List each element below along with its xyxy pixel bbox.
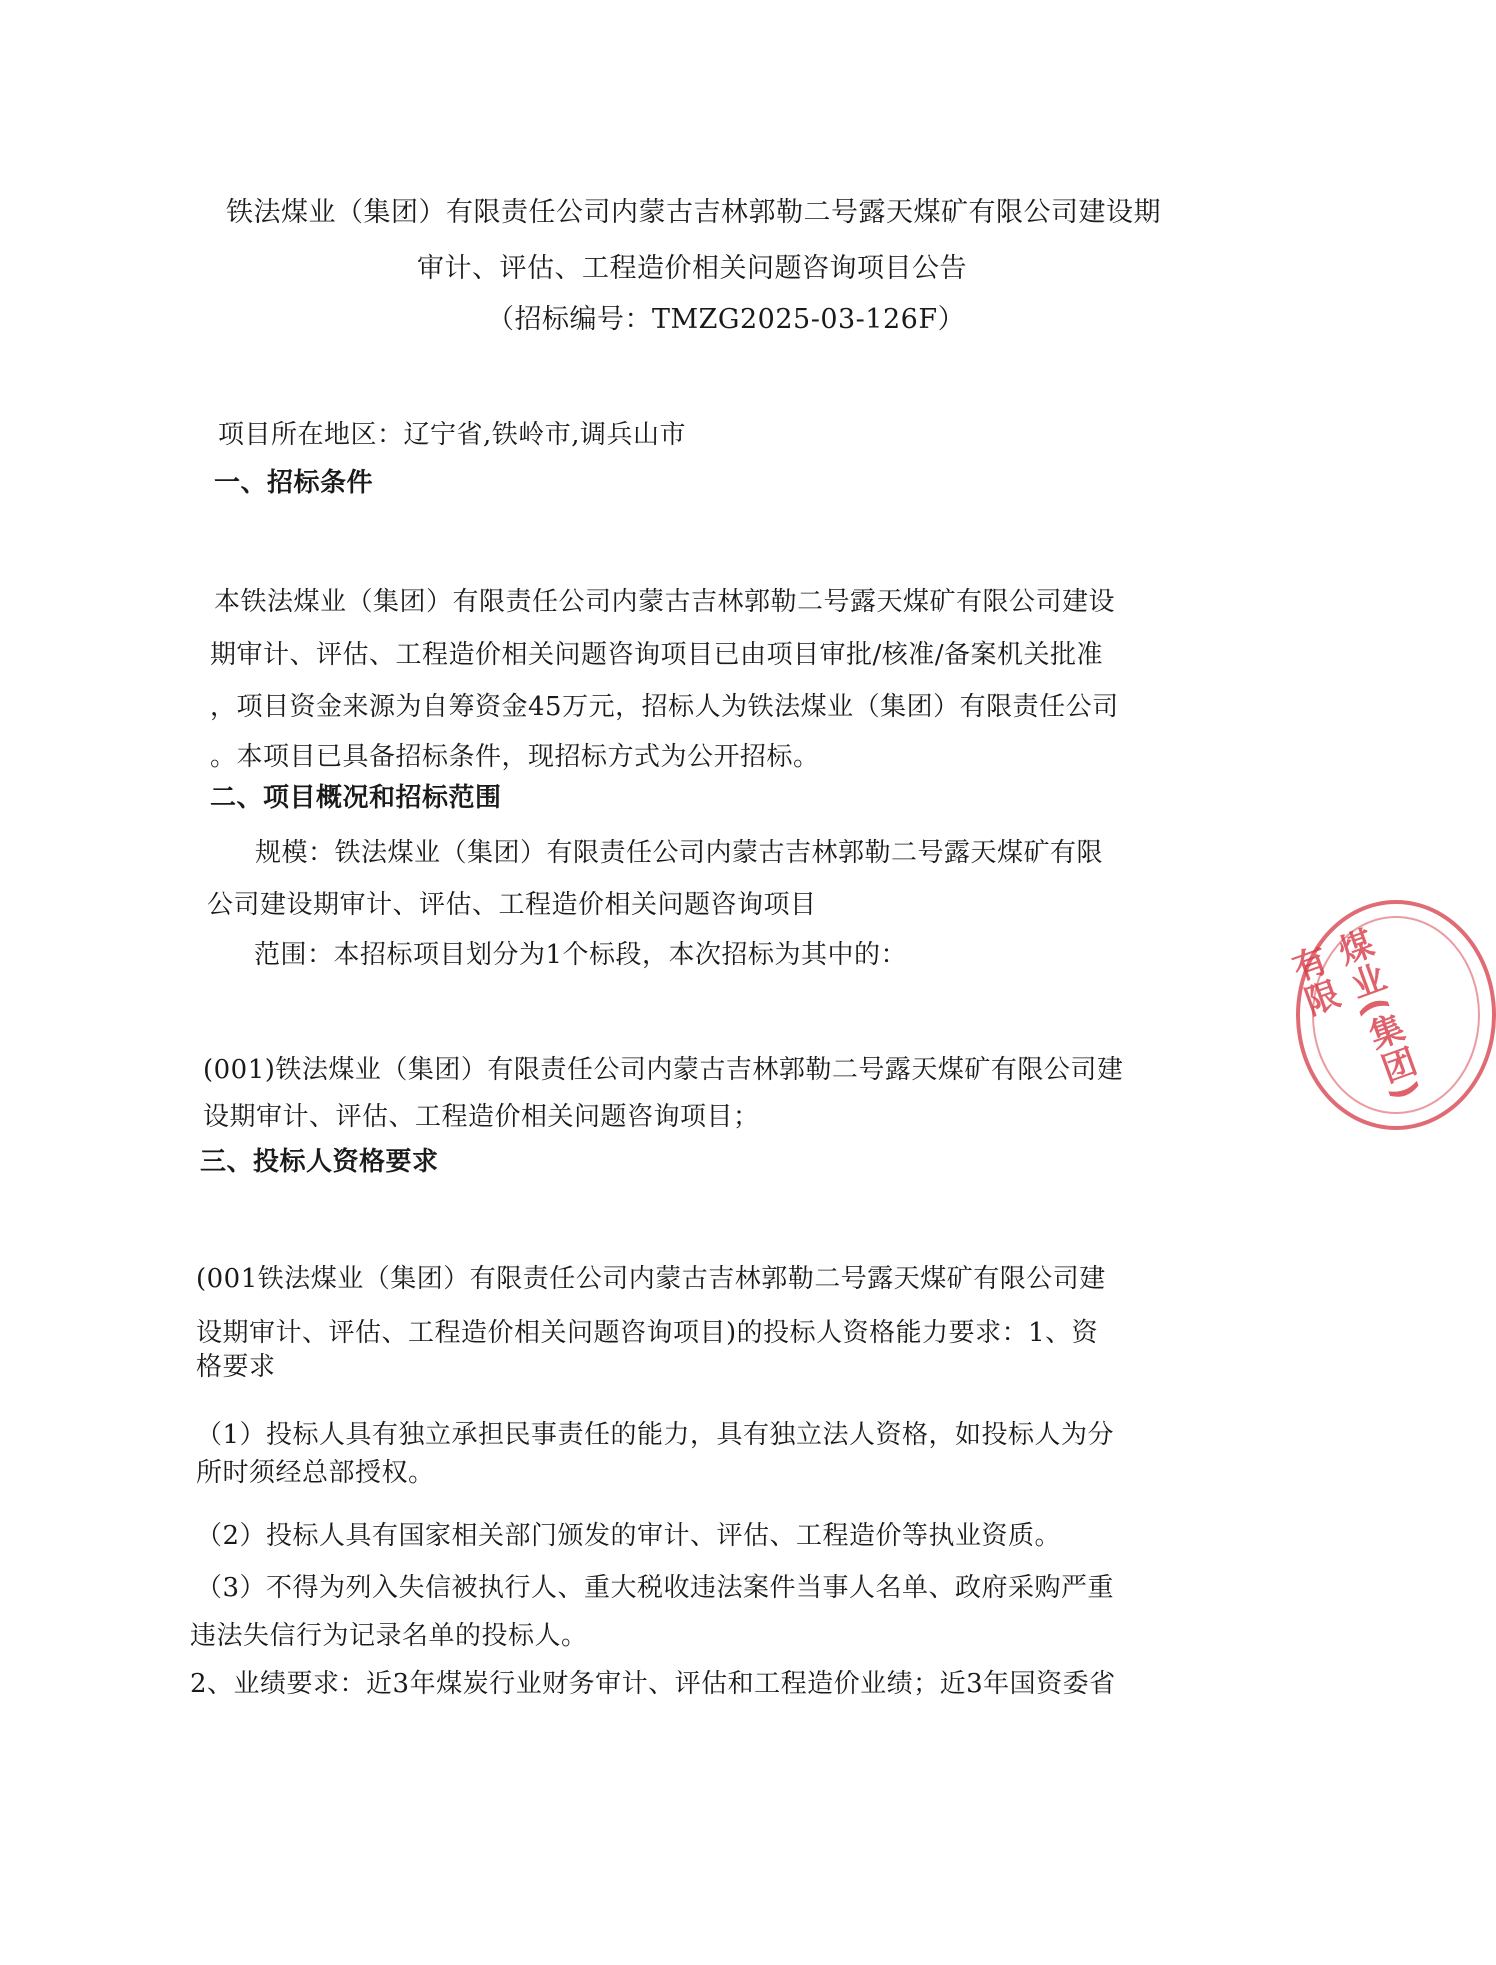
section-3-line: (001铁法煤业（集团）有限责任公司内蒙古吉林郭勒二号露天煤矿有限公司建 (196, 1264, 1106, 1294)
section-3-heading: 三、投标人资格要求 (200, 1147, 439, 1177)
section-1-line: 本铁法煤业（集团）有限责任公司内蒙古吉林郭勒二号露天煤矿有限公司建设 (214, 587, 1116, 617)
section-2-heading: 二、项目概况和招标范围 (210, 783, 502, 813)
section-2-line: (001)铁法煤业（集团）有限责任公司内蒙古吉林郭勒二号露天煤矿有限公司建 (203, 1055, 1124, 1085)
section-3-line: （2）投标人具有国家相关部门颁发的审计、评估、工程造价等执业资质。 (196, 1521, 1062, 1551)
company-seal-text: 煤业(集团)有限 (1281, 924, 1427, 1107)
section-1-heading: 一、招标条件 (214, 468, 374, 498)
section-3-line: 格要求 (196, 1352, 276, 1382)
bid-number: （招标编号：TMZG2025-03-126F） (487, 304, 966, 335)
section-1-line: 期审计、评估、工程造价相关问题咨询项目已由项目审批/核准/备案机关批准 (210, 640, 1104, 670)
title-line-1: 铁法煤业（集团）有限责任公司内蒙古吉林郭勒二号露天煤矿有限公司建设期 (226, 197, 1161, 228)
section-2-line: 规模：铁法煤业（集团）有限责任公司内蒙古吉林郭勒二号露天煤矿有限 (255, 838, 1104, 868)
section-3-line: 所时须经总部授权。 (196, 1458, 435, 1488)
section-3-line: （3）不得为列入失信被执行人、重大税收违法案件当事人名单、政府采购严重 (196, 1573, 1115, 1603)
section-1-line: 。本项目已具备招标条件，现招标方式为公开招标。 (210, 742, 820, 772)
project-location: 项目所在地区：辽宁省,铁岭市,调兵山市 (218, 420, 687, 450)
title-line-2: 审计、评估、工程造价相关问题咨询项目公告 (417, 253, 967, 284)
section-1-line: ，项目资金来源为自筹资金45万元，招标人为铁法煤业（集团）有限责任公司 (210, 692, 1119, 722)
section-2-line: 公司建设期审计、评估、工程造价相关问题咨询项目 (207, 890, 817, 920)
section-2-line: 设期审计、评估、工程造价相关问题咨询项目； (203, 1102, 760, 1132)
section-3-line: 违法失信行为记录名单的投标人。 (190, 1621, 588, 1651)
section-3-line: （1）投标人具有独立承担民事责任的能力，具有独立法人资格，如投标人为分 (196, 1420, 1115, 1450)
section-3-line: 2、业绩要求：近3年煤炭行业财务审计、评估和工程造价业绩；近3年国资委省 (190, 1669, 1116, 1699)
company-seal (1281, 900, 1496, 1130)
section-2-line: 范围：本招标项目划分为1个标段，本次招标为其中的： (254, 940, 908, 970)
section-3-line: 设期审计、评估、工程造价相关问题咨询项目)的投标人资格能力要求：1、资 (196, 1318, 1099, 1348)
